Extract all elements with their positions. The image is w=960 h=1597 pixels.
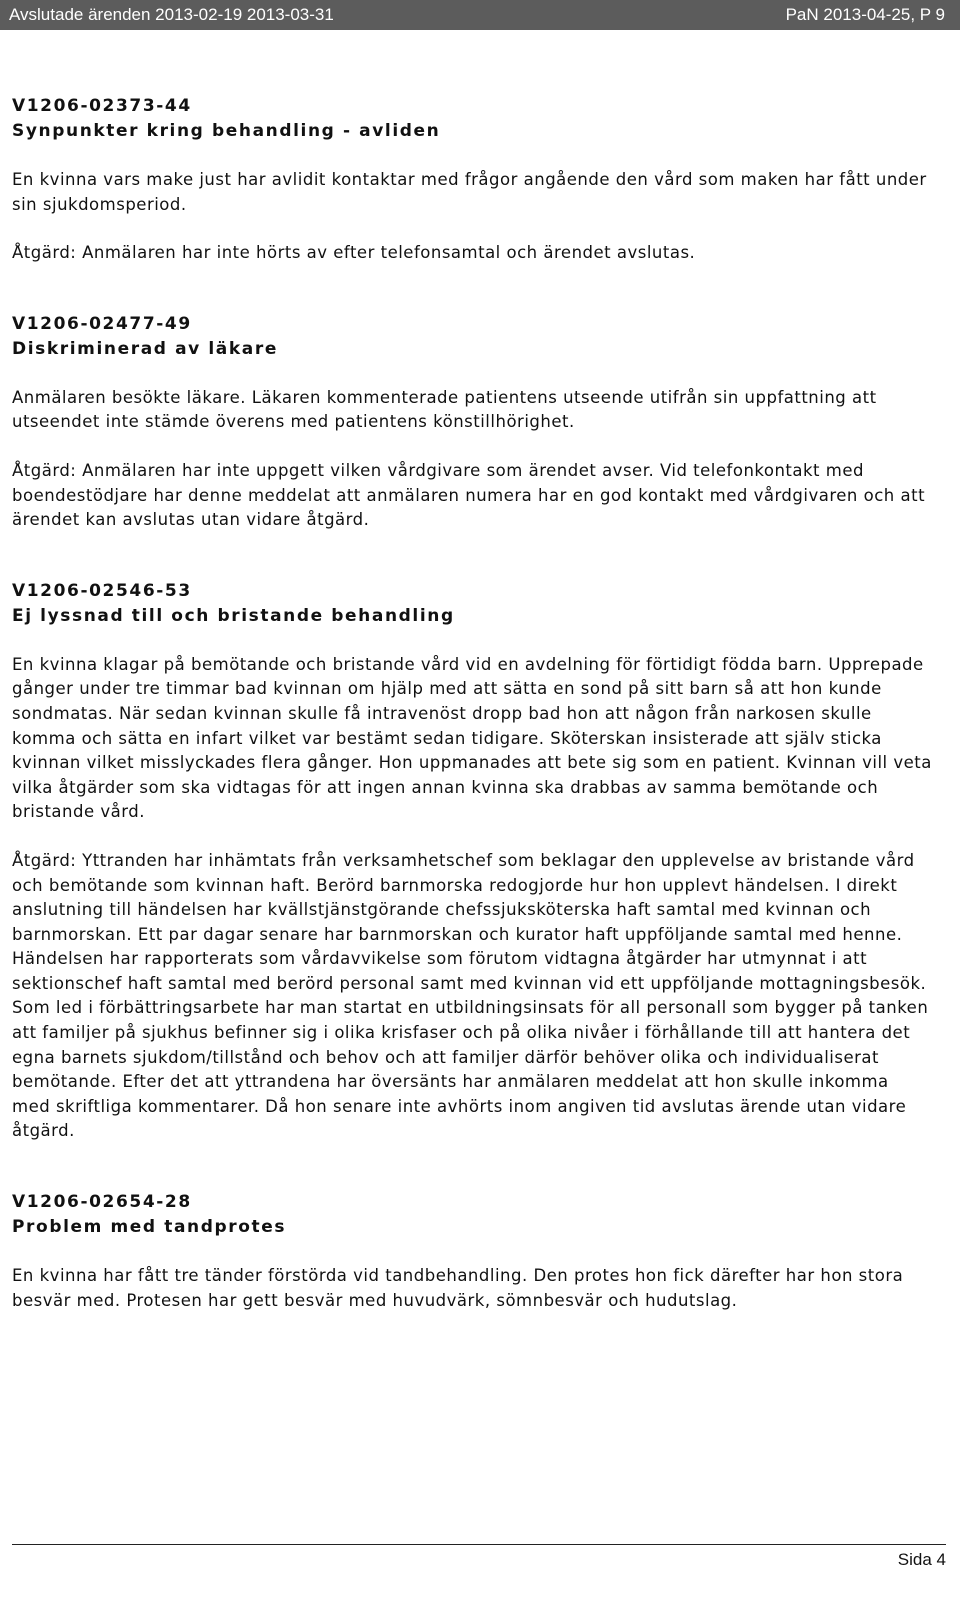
document-body bbox=[12, 94, 932, 1359]
case-title: Problem med tandprotes bbox=[12, 1217, 287, 1238]
case-entry bbox=[12, 94, 932, 266]
case-action: Åtgärd: Anmälaren har inte hörts av efter telefonsamtal och ärendet avslutas. bbox=[12, 243, 696, 263]
case-description: En kvinna klagar på bemötande och bristande vård vid en avdelning för förtidigt födda barn. Upprepade gånger under tre timmar bad kvinnan om hjälp med att sätta en sond på sitt barn så att hon kunde sondmatas. När sedan kvinnan skulle få intravenöst dropp bad hon att någon från narkosen skulle komma och sätta en infart vilket var bestämt sedan tidigare. Sköterskan insisterade att själv sticka kvinnan vilket misslyckades flera gånger. Hon uppmanades att bete sig som en patient. Kvinnan vill veta vilka åtgärder som ska vidtagas för att ingen annan kvinna ska drabbas av samma bemötande och bristande vård. bbox=[12, 654, 932, 822]
case-title: Diskriminerad av läkare bbox=[12, 338, 278, 359]
case-description: En kvinna vars make just har avlidit kontaktar med frågor angående den vård som maken har fått under sin sjukdomsperiod. bbox=[12, 170, 927, 214]
case-description: Anmälaren besökte läkare. Läkaren kommenterade patientens utseende utifrån sin uppfattning att utseendet inte stämde överens med patientens könstillhörighet. bbox=[12, 387, 877, 432]
case-id: V1206-02654-28 bbox=[12, 1192, 192, 1213]
case-id: V1206-02477-49 bbox=[12, 313, 192, 334]
page-number: Sida 4 bbox=[897, 1550, 946, 1569]
case-action: Åtgärd: Yttranden har inhämtats från verksamhetschef som beklagar den upplevelse av bristande vård och bemötande som kvinnan haft. Berörd barnmorska redogjorde hur hon upplevt händelsen. I direkt anslutning till händelsen har kvällstjänstgörande chefssjuksköterska haft samtal med kvinnan och barnmorskan. Ett par dagar senare har barnmorskan och kurator haft uppföljande samtal med henne. Händelsen har rapporterats som vårdavvikelse som förutom vidtagna åtgärder har utmynnat i att sektionschef haft samtal med berörd personal samt med kvinnan vid ett uppföljande mottagningsbesök. Som led i förbättringsarbete har man startat en utbildningsinsats för all personall som bygger på tanken att familjer på sjukhus befinner sig i olika krisfaser och på olika nivåer i förhållande till att hantera det egna barnets sjukdom/tillstånd och behov och att familjer därför behöver olika och individualiserat bemötande. Efter det att yttrandena har översänts har anmälaren meddelat att hon skulle inkomma med skriftliga kommentarer. Då hon senare inte avhörts inom angiven tid avslutas ärende utan vidare åtgärd. bbox=[12, 850, 929, 1141]
case-entry bbox=[12, 312, 932, 533]
case-entry bbox=[12, 579, 932, 1144]
case-id: V1206-02373-44 bbox=[12, 96, 192, 116]
footer-divider bbox=[12, 1544, 946, 1545]
case-id: V1206-02546-53 bbox=[12, 580, 192, 601]
case-title: Synpunkter kring behandling - avliden bbox=[12, 121, 441, 141]
case-entry bbox=[12, 1190, 932, 1313]
header-report-title: Avslutade ärenden 2013-02-19 2013-03-31 bbox=[9, 5, 334, 24]
case-action: Åtgärd: Anmälaren har inte uppgett vilken vårdgivare som ärendet avser. Vid telefonkontakt med boendestödjare har denne meddelat att anmälaren numera har en god kontakt med vårdgivaren och att ärendet kan avslutas utan vidare åtgärd. bbox=[12, 460, 926, 530]
case-description: En kvinna har fått tre tänder förstörda vid tandbehandling. Den protes hon fick därefter har hon stora besvär med. Protesen har gett besvär med huvudvärk, sömnbesvär och hudutslag. bbox=[12, 1266, 904, 1310]
header-date-ref: PaN 2013-04-25, P 9 bbox=[785, 5, 945, 24]
case-title: Ej lyssnad till och bristande behandling bbox=[12, 605, 455, 626]
page-header bbox=[0, 0, 960, 30]
